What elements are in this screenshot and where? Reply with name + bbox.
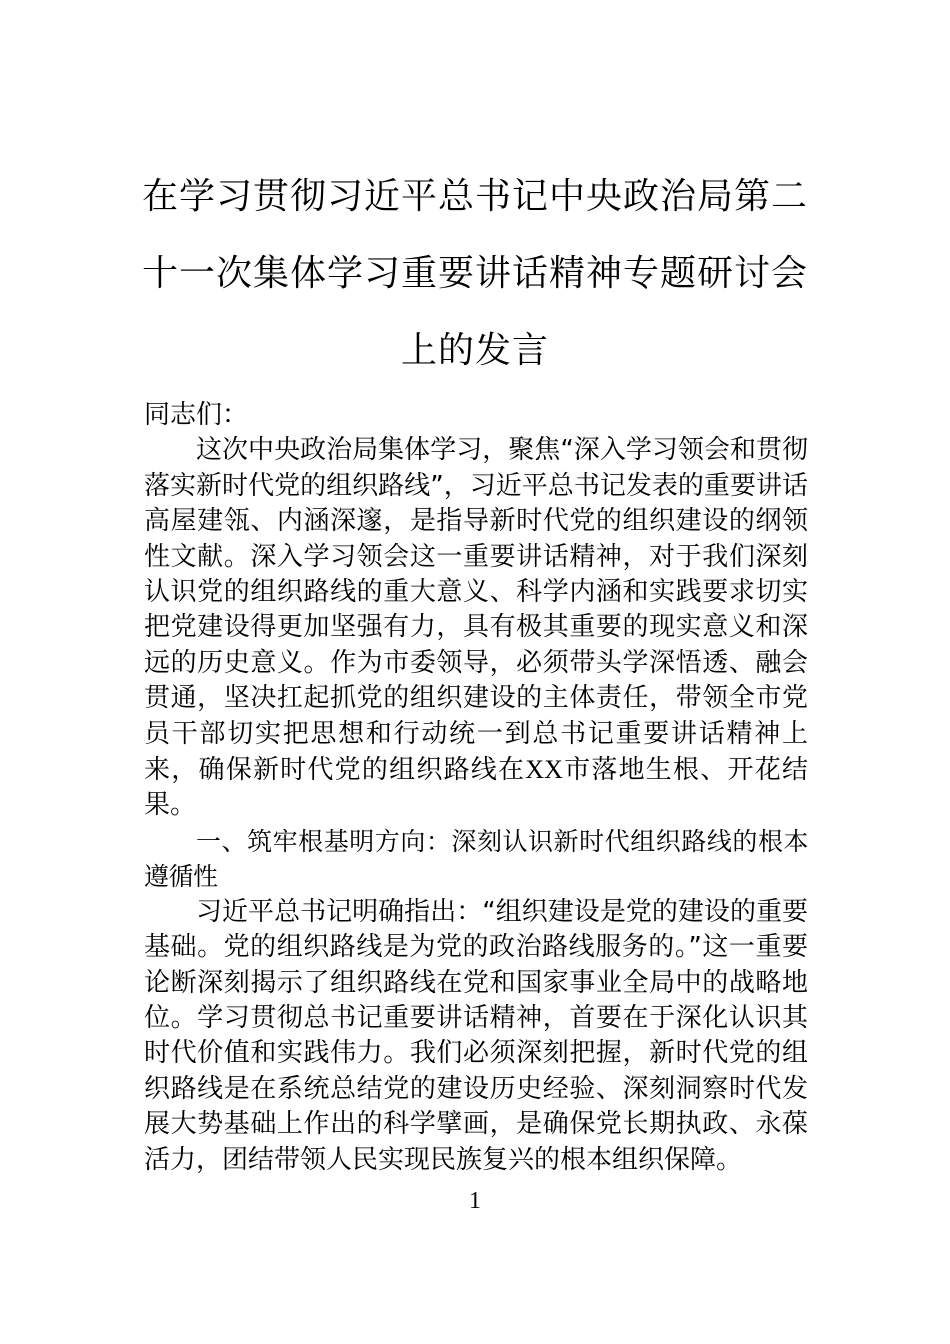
title-line-1: 在学习贯彻习近平总书记中央政治局第二: [141, 176, 808, 217]
title-line-2: 十一次集体学习重要讲话精神专题研讨会: [141, 253, 808, 294]
page-number: 1: [469, 1188, 481, 1214]
paragraph-1-city: XX: [525, 755, 563, 785]
paragraph-1-part-b: 市落地生根、开花结果。: [144, 755, 808, 821]
section-heading: 一、筑牢根基明方向：深刻认识新时代组织路线的根本遵循性: [144, 826, 808, 892]
paragraph-2: 习近平总书记明确指出：“组织建设是党的建设的重要基础。党的组织路线是为党的政治路线服务的。”这一重要论断深刻揭示了组织路线在党和国家事业全局中的战略地位。学习贯彻总书记重要讲话精神，首要在于深化认识其时代价值和实践伟力。我们必须深刻把握，新时代党的组织路线是在系统总结党的建设历史经验、深刻洞察时代发展大势基础上作出的科学擘画，是确保党长期执政、永葆活力，团结带领人民实现民族复兴的根本组织保障。: [144, 896, 808, 1175]
paragraph-1: [144, 433, 808, 823]
salutation: 同志们：: [144, 400, 249, 430]
document-body: [144, 398, 808, 1178]
title-line-3: 上的发言: [400, 330, 549, 371]
document-title: [140, 158, 810, 389]
paragraph-1-part-a: 这次中央政治局集体学习，聚焦“深入学习领会和贯彻落实新时代党的组织路线”，习近平总书记发表的重要讲话高屋建瓴、内涵深邃，是指导新时代党的组织建设的纲领性文献。深入学习领会这一重要讲话精神，对于我们深刻认识党的组织路线的重大意义、科学内涵和实践要求切实把党建设得更加坚强有力，具有极其重要的现实意义和深远的历史意义。作为市委领导，必须带头学深悟透、融会贯通，坚决扛起抓党的组织建设的主体责任，带领全市党员干部切实把思想和行动统一到总书记重要讲话精神上来，确保新时代党的组织路线在: [144, 435, 808, 786]
